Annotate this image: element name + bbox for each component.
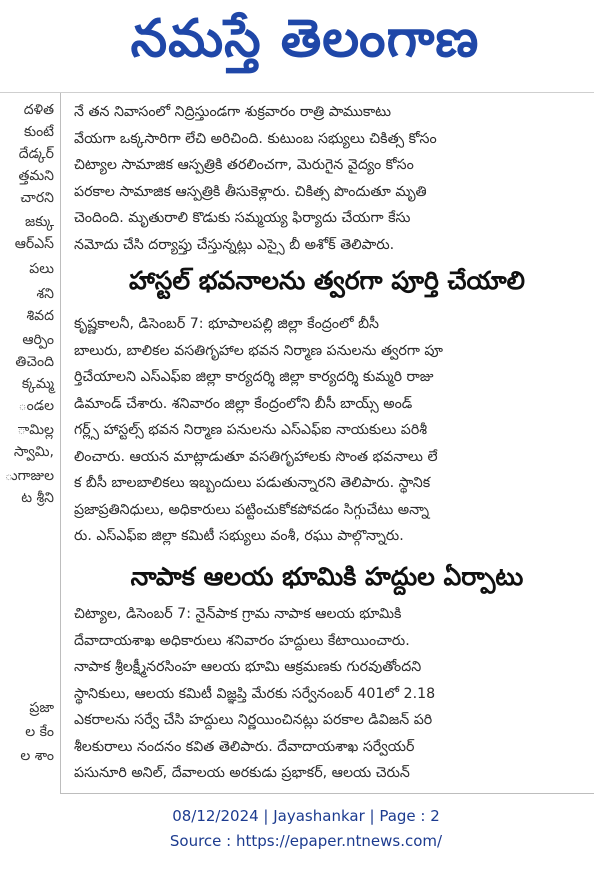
column-fragment: ఆర్ఎస్ <box>14 236 54 252</box>
text-line: లించారు. ఆయన మాట్లాడుతూ వసతిగృహాలకు సొంత భవనాలు లే <box>74 448 438 465</box>
text-line: నాపాక శ్రీలక్ష్మీనరసింహ ఆలయ భూమి ఆక్రమణకు గురవుతోందని <box>74 659 422 675</box>
text-line: నమోదు చేసి దర్యాప్తు చేస్తున్నట్లు ఎస్సై బీ అశోక్ తెలిపారు. <box>74 236 395 253</box>
column-fragment: కుంటే <box>23 124 54 140</box>
article-1-body <box>74 99 584 258</box>
article-3-body <box>74 601 584 787</box>
text-line: చెందింది. మృతురాలి కొడుకు సమ్మయ్య ఫిర్యాదు చేయగా కేసు <box>74 210 411 226</box>
column-fragment: ల కేం <box>25 724 54 740</box>
text-line: ర్తిచేయాలని ఎస్ఎఫ్ఐ జిల్లా కార్యదర్శి జిల్లా కార్యదర్శి కుమ్మరి రాజు <box>74 369 434 385</box>
text-line: ప్రజాప్రతినిధులు, అధికారులు పట్టించుకోకపోవడం సిగ్గుచేటు అన్నా <box>74 501 430 518</box>
column-fragment: త్తమని <box>18 168 54 184</box>
footer-source-line: Source : https://epaper.ntnews.com/ <box>169 832 443 850</box>
article-2-body <box>74 311 584 550</box>
column-fragment: దళిత <box>23 102 54 118</box>
column-fragment: పలు <box>29 261 54 277</box>
column-fragment: శివద <box>26 308 54 324</box>
column-fragment: ట శ్రీని <box>21 490 54 506</box>
column-fragment: ప్రజా <box>29 700 54 716</box>
text-line: కృష్ణకాలనీ, డిసెంబర్ 7: భూపాలపల్లి జిల్లా కేంద్రంలో బీసీ <box>74 316 379 332</box>
column-fragment: స్వామి, <box>13 444 54 460</box>
text-line: ఎకరాలను సర్వే చేసి హద్దులు నిర్ణయించినట్లు పరకాల డివిజన్ పరి <box>74 712 433 728</box>
text-line: చిట్యాల సామాజిక ఆస్పత్రికి తరలించగా, మెరుగైన వైద్యం కోసం <box>74 157 414 173</box>
column-fragment: క్కమ్మ <box>21 376 54 392</box>
masthead <box>0 0 612 92</box>
article-3-heading: నాపాక ఆలయ భూమికి హద్దుల ఏర్పాటు <box>130 562 524 591</box>
text-line: బాలురు, బాలికల వసతిగృహాల భవన నిర్మాణ పనులను త్వరగా పూ <box>74 342 443 359</box>
text-line: చిట్యాల, డిసెంబర్ 7: నైన్‌పాక గ్రామ నాపాక ఆలయ భూమికి <box>74 606 402 622</box>
column-fragment: ండల <box>18 398 54 414</box>
text-line: పసునూరి అనిల్, దేవాలయ అరకుడు ప్రభాకర్, ఆలయ చెరున్ <box>74 765 410 781</box>
text-line: స్థానికులు, ఆలయ కమిటీ విజ్ఞప్తి మేరకు సర్వేనంబర్ 401లో 2.18 <box>74 685 436 702</box>
text-line: డిమాండ్ చేశారు. శనివారం జిల్లా కేంద్రంలోని బీసీ బాయ్స్ అండ్ <box>74 395 413 412</box>
text-line: నే తన నివాసంలో నిద్రిస్తుండగా శుక్రవారం రాత్రి పాముకాటు <box>74 104 392 120</box>
adjacent-column-fragments <box>0 93 61 793</box>
article-2-heading: హాస్టల్ భవనాలను త్వరగా పూర్తి చేయాలి <box>128 266 526 295</box>
text-line: దేవాదాయశాఖ అధికారులు శనివారం హద్దులు కేటాయించారు. <box>74 632 410 649</box>
column-fragment: శని <box>36 286 54 302</box>
text-line: గర్ల్స్ హాస్టల్స్ భవన నిర్మాణ పనులను ఎస్ఎఫ్ఐ నాయకులు పరిశీ <box>74 422 428 438</box>
text-line: క బీసీ బాలబాలికలు ఇబ్బందులు పడుతున్నారని తెలిపారు. స్థానిక <box>74 475 431 491</box>
column-fragment: ుగాజుల <box>4 468 54 484</box>
column-fragment: ల శాం <box>20 748 54 764</box>
column-fragment: ామిల్ల <box>17 422 54 438</box>
column-fragment: ఆర్పిం <box>22 332 54 348</box>
column-fragment: చారని <box>20 190 54 206</box>
footer-date-line: 08/12/2024 | Jayashankar | Page : 2 <box>172 807 440 825</box>
text-line: శీలకురాలు నందనం కవిత తెలిపారు. దేవాదాయశాఖ సర్వేయర్ <box>74 738 415 755</box>
masthead-title: నమస్తే తెలంగాణ <box>130 9 480 69</box>
bottom-divider <box>60 793 594 794</box>
column-fragment: దేడ్కర్ <box>18 146 54 162</box>
text-line: వేయగా ఒక్కసారిగా లేచి అరిచింది. కుటుంబ సభ్యులు చికిత్స కోసం <box>74 130 437 147</box>
column-fragment: తిచెంది <box>15 354 54 370</box>
text-line: పరకాల సామాజిక ఆస్పత్రికి తీసుకెళ్లారు. చికిత్స పొందుతూ మృతి <box>74 183 427 200</box>
text-line: రు. ఎస్ఎఫ్ఐ జిల్లా కమిటీ సభ్యులు వంశీ, రఘు పాల్గొన్నారు. <box>74 528 404 544</box>
column-fragment: జక్కు <box>25 214 54 230</box>
main-column <box>60 93 594 793</box>
